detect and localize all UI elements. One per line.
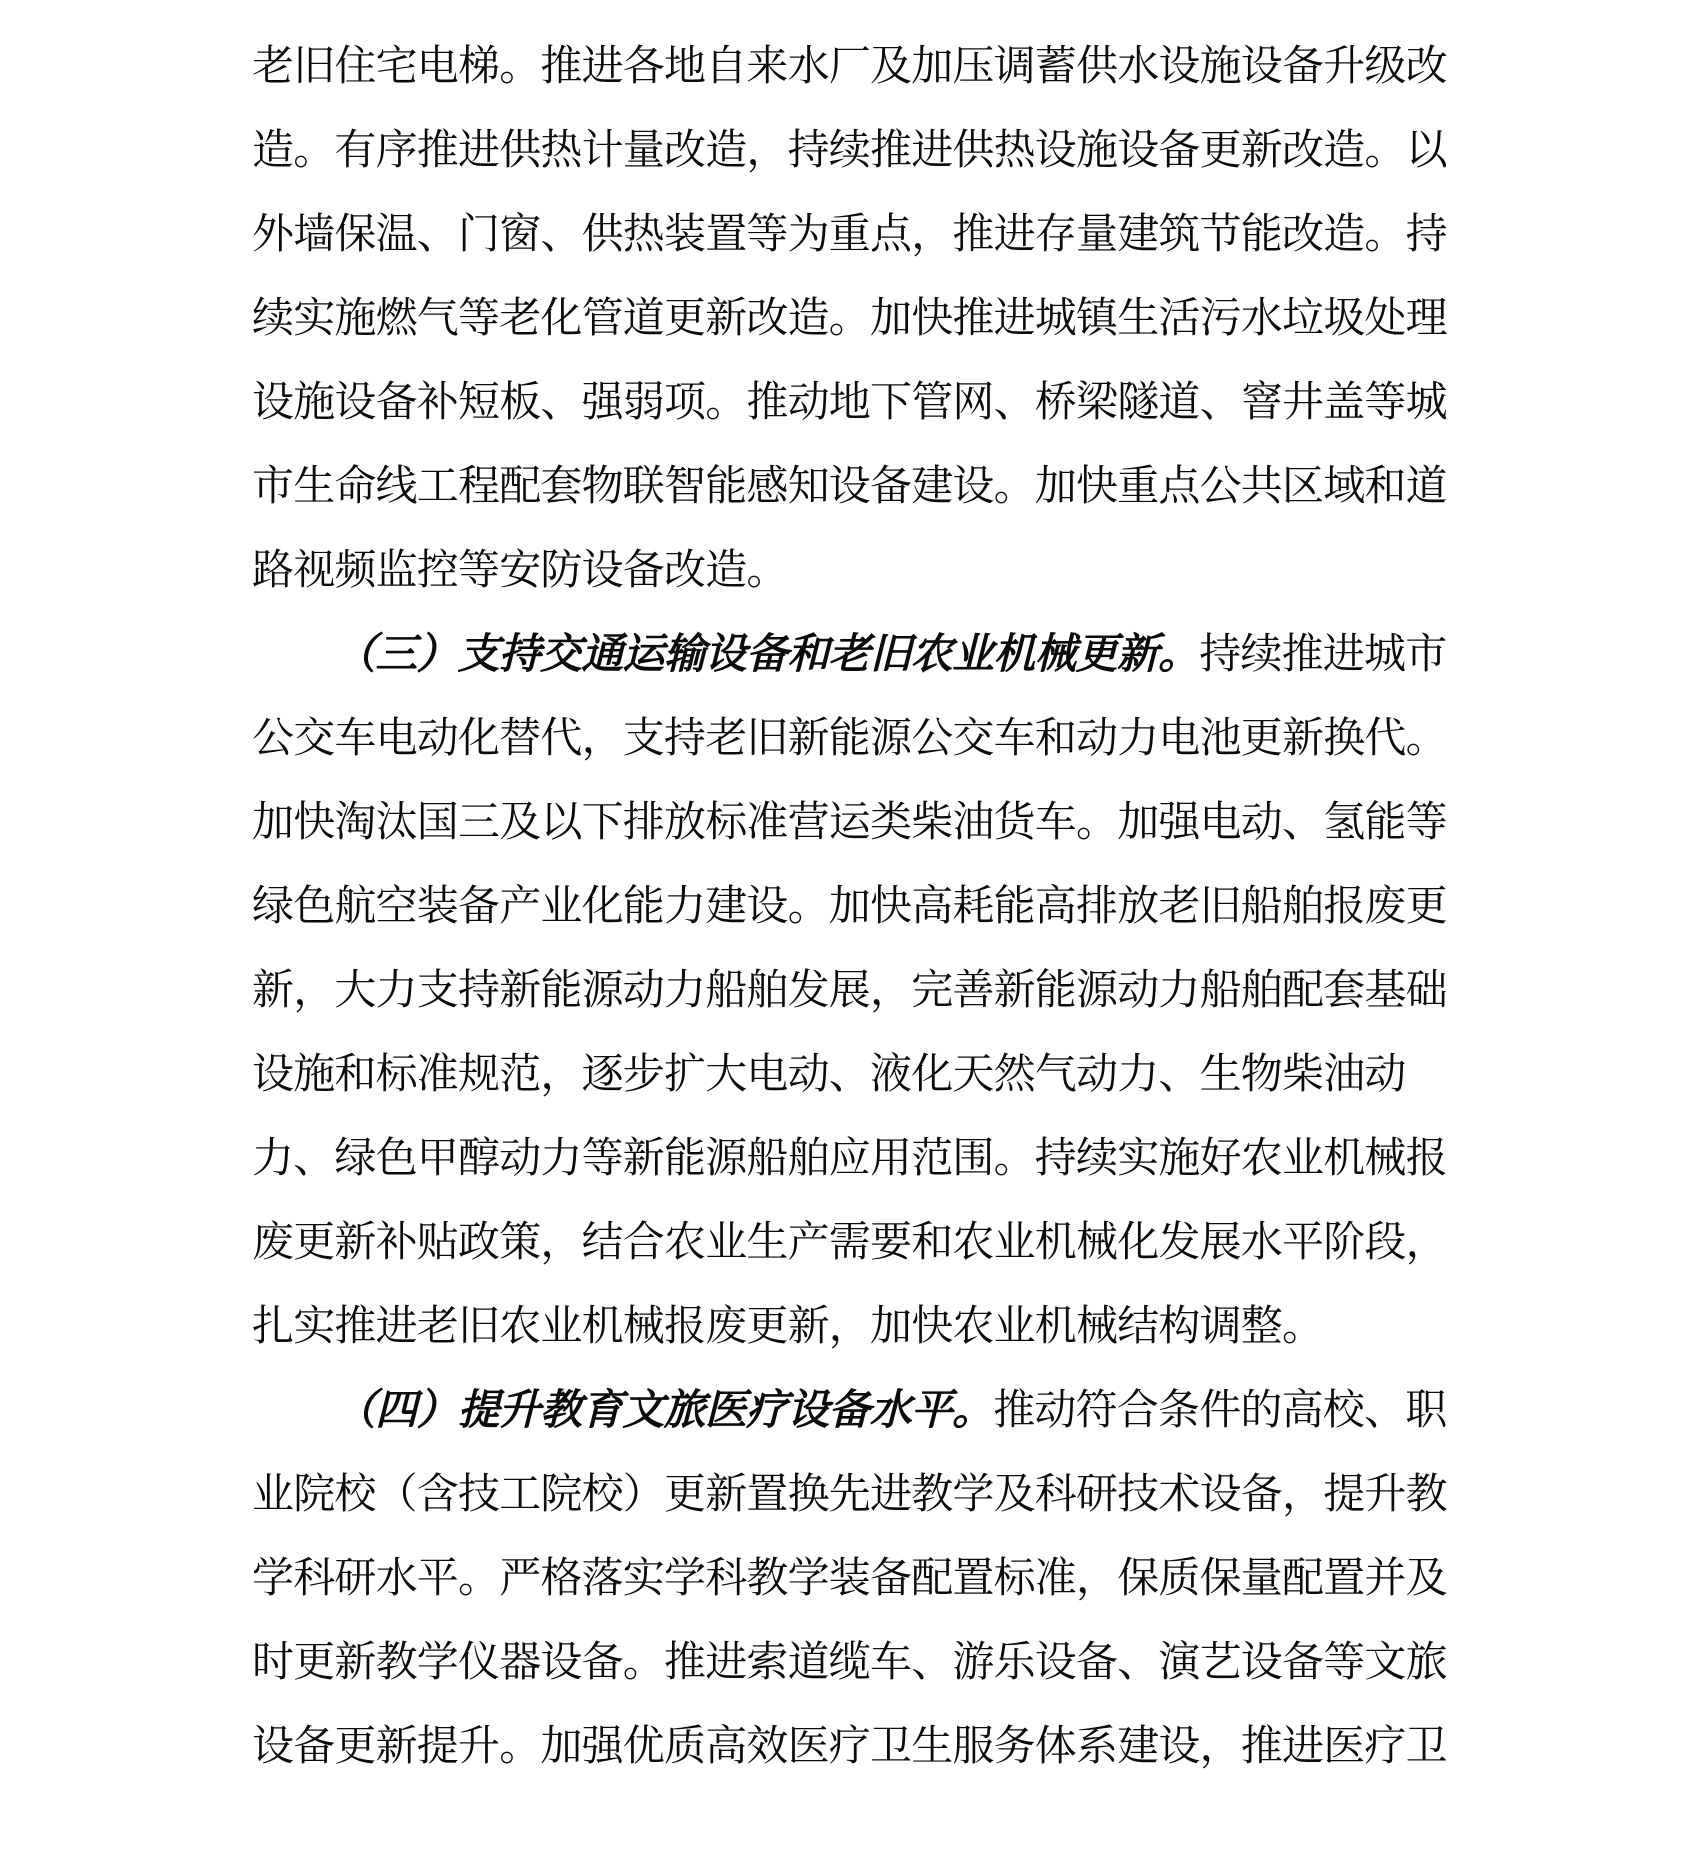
paragraph-section-3 [252,613,1452,1369]
text-line: 路视频监控等安防设备改造。 [252,548,788,594]
text-line: 加快淘汰国三及以下排放标准营运类柴油货车。加强电动、氢能等 [252,800,1447,846]
text-line: 力、绿色甲醇动力等新能源船舶应用范围。持续实施好农业机械报 [252,1136,1447,1182]
text-line: 市生命线工程配套物联智能感知设备建设。加快重点公共区域和道 [252,464,1447,510]
text-line: 时更新教学仪器设备。推进索道缆车、游乐设备、演艺设备等文旅 [252,1640,1447,1686]
paragraph-continuation [252,25,1452,613]
text-run: 持续推进城市 [1199,632,1447,678]
section-3-first-line [252,613,1452,697]
text-line: 造。有序推进供热计量改造，持续推进供热设施设备更新改造。以 [252,128,1447,174]
text-line: 扎实推进老旧农业机械报废更新，加快农业机械结构调整。 [252,1304,1324,1350]
text-line: 废更新补贴政策，结合农业生产需要和农业机械化发展水平阶段， [252,1220,1447,1266]
text-line: 新，大力支持新能源动力船舶发展，完善新能源动力船舶配套基础 [252,968,1447,1014]
text-line: 设备更新提升。加强优质高效医疗卫生服务体系建设，推进医疗卫 [252,1724,1447,1770]
text-line: 绿色航空装备产业化能力建设。加快高耗能高排放老旧船舶报废更 [252,884,1447,930]
section-3-heading: （三）支持交通运输设备和老旧农业机械更新。 [334,632,1200,678]
page-content [252,25,1452,1789]
section-4-first-line [252,1369,1452,1453]
text-line: 学科研水平。严格落实学科教学装备配置标准，保质保量配置并及 [252,1556,1447,1602]
text-line: 续实施燃气等老化管道更新改造。加快推进城镇生活污水垃圾处理 [252,296,1447,342]
section-4-heading: （四）提升教育文旅医疗设备水平。 [334,1388,994,1434]
text-line: 设施设备补短板、强弱项。推动地下管网、桥梁隧道、窨井盖等城 [252,380,1447,426]
text-run: 推动符合条件的高校、职 [993,1388,1447,1434]
text-line: 设施和标准规范，逐步扩大电动、液化天然气动力、生物柴油动 [252,1052,1406,1098]
text-line: 业院校（含技工院校）更新置换先进教学及科研技术设备，提升教 [252,1472,1447,1518]
text-line: 外墙保温、门窗、供热装置等为重点，推进存量建筑节能改造。持 [252,212,1447,258]
paragraph-section-4 [252,1369,1452,1789]
text-line: 老旧住宅电梯。推进各地自来水厂及加压调蓄供水设施设备升级改 [252,44,1447,90]
text-line: 公交车电动化替代，支持老旧新能源公交车和动力电池更新换代。 [252,716,1447,762]
